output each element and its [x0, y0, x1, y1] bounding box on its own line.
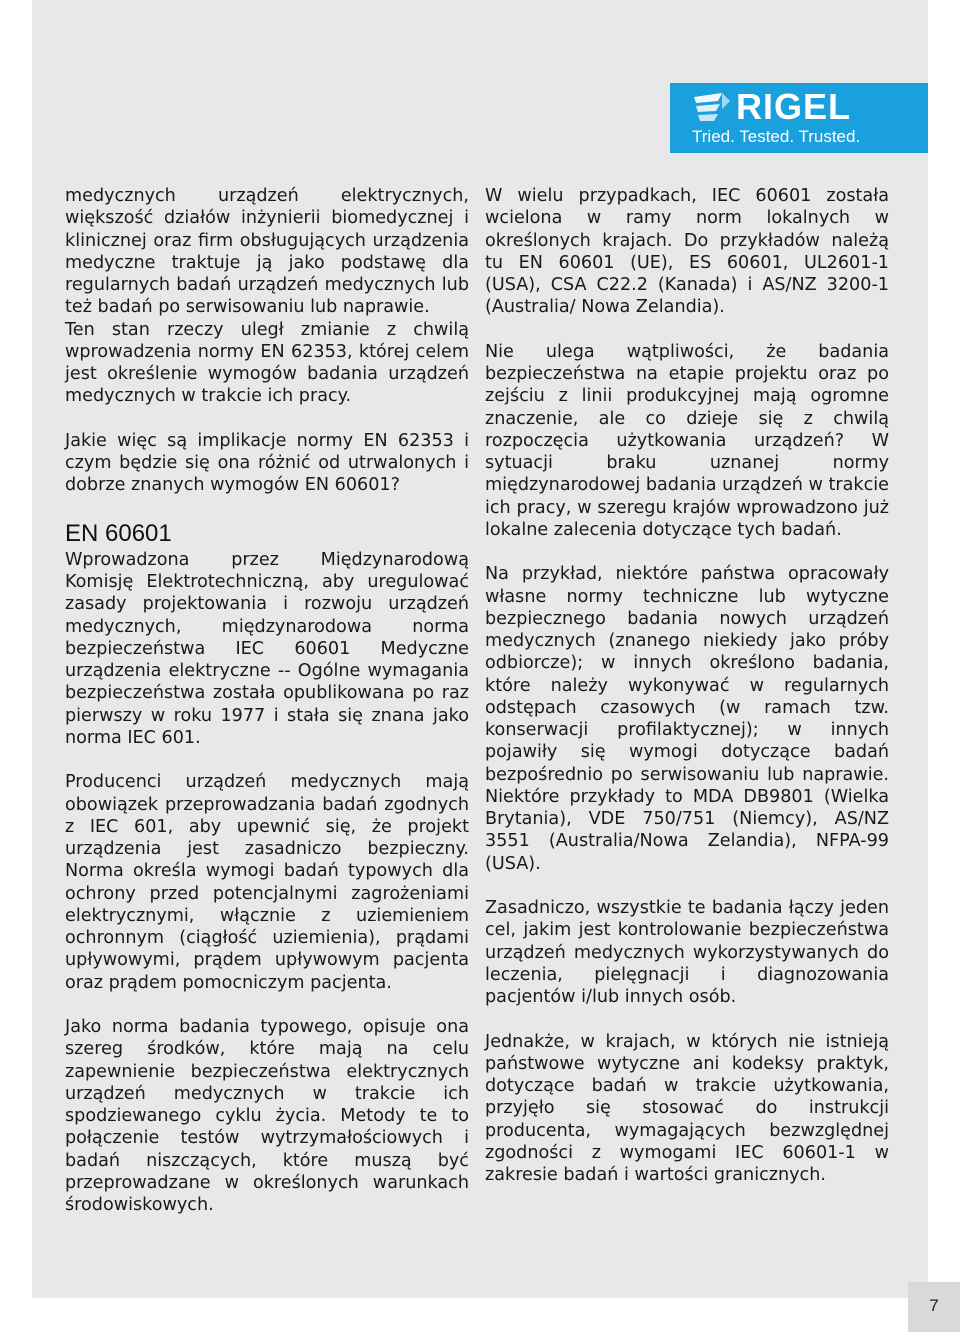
left-column — [65, 185, 469, 1239]
paragraph: Jednakże, w krajach, w których nie istnieją państwowe wytyczne ani kodeksy praktyk, dotyczące badań w trakcie użytkowania, przyjęło się stosować do instrukcji producenta, wymagających bezwzględnej zgodności z wymogami IEC 60601-1 w zakresie badań i wartości granicznych. — [485, 1031, 889, 1185]
paragraph: Jakie więc są implikacje normy EN 62353 i czym będzie się ona różnić od utrwalonych i dobrze znanych wymogów EN 60601? — [65, 430, 469, 496]
logo-tagline: Tried. Tested. Trusted. — [692, 127, 861, 146]
paragraph: Na przykład, niektóre państwa opracowały własne normy techniczne lub wytyczne bezpiecznego badania nowych urządzeń medycznych (znanego niekiedy jako próby odbiorcze); w innych określono badania, które należy wykonywać w regularnych odstępach czasowych (w ramach tzw. konserwacji profilaktycznej); w innych pojawiły się wymogi dotyczące badań bezpośrednio po serwisowaniu lub naprawie. Niektóre przykłady to MDA DB9801 (Wielka Brytania), VDE 750/751 (Niemcy), AS/NZ 3551 (Australia/Nowa Zelandia), NFPA-99 (USA). — [485, 564, 889, 874]
right-column — [485, 185, 889, 1209]
section-heading: EN 60601 — [65, 519, 172, 547]
paragraph: Zasadniczo, wszystkie te badania łączy jeden cel, jakim jest kontrolowanie bezpieczeństwa urządzeń medycznych wykorzystywanych do leczenia, pielęgnacji i diagnozowania pacjentów i/lub innych osób. — [485, 898, 889, 1007]
page-number: 7 — [929, 1296, 939, 1315]
paragraph: Nie ulega wątpliwości, że badania bezpieczeństwa na etapie projektu oraz po zejściu z linii produkcyjnej mają ogromne znaczenie, ale co dzieje się z chwilą rozpoczęcia użytkowania urządzeń? W sytuacji braku uznanej normy międzynarodowej badania urządzeń w trakcie ich pracy, w szeregu krajów wprowadzono już lokalne zalecenia dotyczące tych badań. — [485, 341, 889, 540]
paragraph: medycznych urządzeń elektrycznych, większość działów inżynierii biomedycznej i klinicznej oraz firm obsługujących urządzenia medyczne traktuje ją jako podstawę dla regularnych badań urządzeń medycznych lub też badań po serwisowaniu lub naprawie. — [65, 186, 469, 318]
rigel-logo — [670, 83, 928, 153]
page-number-box — [908, 1282, 960, 1332]
paragraph: Jako norma badania typowego, opisuje ona szereg środków, które mają na celu zapewnienie bezpieczeństwa elektrycznych urządzeń medycznych w trakcie ich spodziewanego cyklu życia. Metody te to połączenie testów wytrzymałościowych i badań niszczących, które muszą być przeprowadzane w określonych warunkach środowiskowych. — [65, 1017, 469, 1215]
paragraph: Producenci urządzeń medycznych mają obowiązek przeprowadzania badań zgodnych z IEC 601, aby upewnić się, że projekt urządzenia jest zasadniczo bezpieczny. Norma określa wymogi badań typowych dla ochrony przed potencjalnymi zagrożeniami elektrycznymi, włącznie z uziemieniem ochronnym (ciągłość uziemienia), prądami upływowymi, prądem upływowym pacjenta oraz prądem pomocniczym pacjenta. — [65, 772, 469, 993]
rigel-emblem-icon — [692, 91, 732, 125]
paragraph: Wprowadzona przez Międzynarodową Komisję Elektrotechniczną, aby uregulować zasady projektowania i rozwoju urządzeń medycznych, międzynarodowa norma bezpieczeństwa IEC 60601 Medyczne urządzenia elektryczne -- Ogólne wymagania bezpieczeństwa została opublikowana po raz pierwszy w roku 1977 i stała się znana jako norma IEC 601. — [65, 549, 469, 748]
paragraph: Ten stan rzeczy uległ zmianie z chwilą wprowadzenia normy EN 62353, której celem jest określenie wymogów badania urządzeń medycznych w trakcie ich pracy. — [65, 319, 469, 407]
paragraph: W wielu przypadkach, IEC 60601 została wcielona w ramy norm lokalnych w określonych krajach. Do przykładów należą tu EN 60601 (UE), ES 60601, UL2601-1 (USA), CSA C22.2 (Kanada) i AS/NZ 3200-1 (Australia/ Nowa Zelandia). — [485, 186, 889, 318]
logo-wordmark: RIGEL — [736, 86, 852, 127]
